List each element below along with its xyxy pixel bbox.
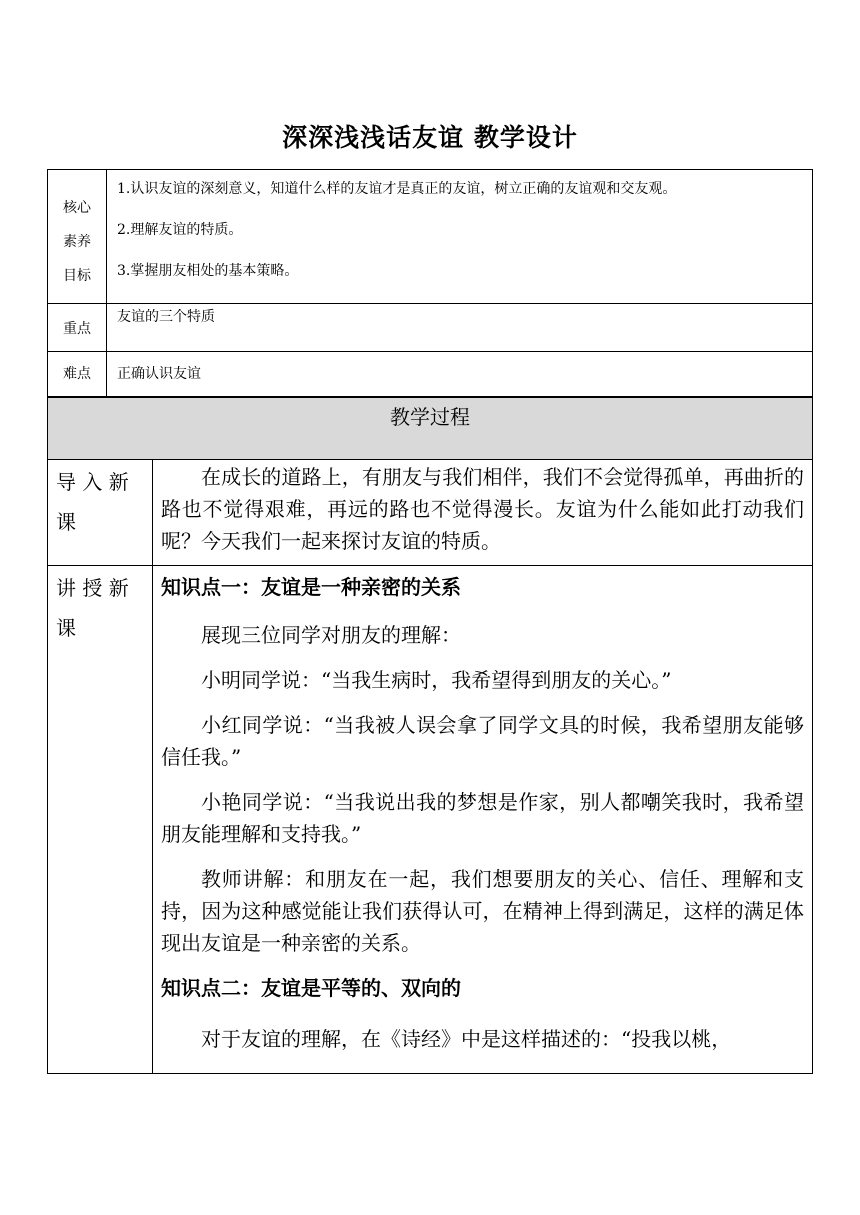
core-goal-item: 2.理解友谊的特质。 — [117, 222, 243, 238]
intro-label: 导 入 新 课 — [48, 460, 153, 566]
objectives-table — [47, 169, 813, 397]
process-header: 教学过程 — [48, 398, 813, 460]
teach-paragraph: 教师讲解：和朋友在一起，我们想要朋友的关心、信任、理解和支持，因为这种感觉能让我们获得认可，在精神上得到满足，这样的满足体现出友谊是一种亲密的关系。 — [161, 867, 804, 955]
difficulty-label: 难点 — [48, 352, 107, 397]
core-goals-label — [48, 170, 107, 304]
knowledge-point-1-title: 知识点一：友谊是一种亲密的关系 — [161, 575, 461, 599]
key-point-text: 友谊的三个特质 — [107, 304, 813, 352]
teach-label: 讲 授 新 课 — [48, 566, 153, 1074]
core-label-line: 目标 — [63, 268, 91, 284]
core-label-line: 核心 — [63, 200, 91, 216]
process-table — [47, 397, 813, 1074]
difficulty-text: 正确认识友谊 — [107, 352, 813, 397]
intro-text: 在成长的道路上，有朋友与我们相伴，我们不会觉得孤单，再曲折的路也不觉得艰难，再远的路也不觉得漫长。友谊为什么能如此打动我们呢？今天我们一起来探讨友谊的特质。 — [161, 465, 804, 553]
teach-paragraph: 展现三位同学对朋友的理解： — [201, 623, 461, 647]
core-goal-item: 1.认识友谊的深刻意义，知道什么样的友谊才是真正的友谊，树立正确的友谊观和交友观。 — [117, 181, 677, 197]
page-title: 深深浅浅话友谊 教学设计 — [282, 123, 578, 152]
core-goals-list — [107, 170, 813, 304]
core-label-line: 素养 — [63, 234, 91, 250]
key-point-label: 重点 — [48, 304, 107, 352]
teach-paragraph: 对于友谊的理解，在《诗经》中是这样描述的：“投我以桃， — [201, 1027, 732, 1051]
core-goal-item: 3.掌握朋友相处的基本策略。 — [117, 263, 299, 279]
teach-paragraph: 小红同学说：“当我被人误会拿了同学文具的时候，我希望朋友能够信任我。” — [161, 713, 804, 769]
teach-cell — [153, 566, 813, 1074]
teach-paragraph: 小明同学说：“当我生病时，我希望得到朋友的关心。” — [201, 668, 672, 692]
knowledge-point-2-title: 知识点二：友谊是平等的、双向的 — [161, 976, 461, 1000]
teach-paragraph: 小艳同学说：“当我说出我的梦想是作家，别人都嘲笑我时，我希望朋友能理解和支持我。” — [161, 790, 804, 846]
intro-cell — [153, 460, 813, 566]
